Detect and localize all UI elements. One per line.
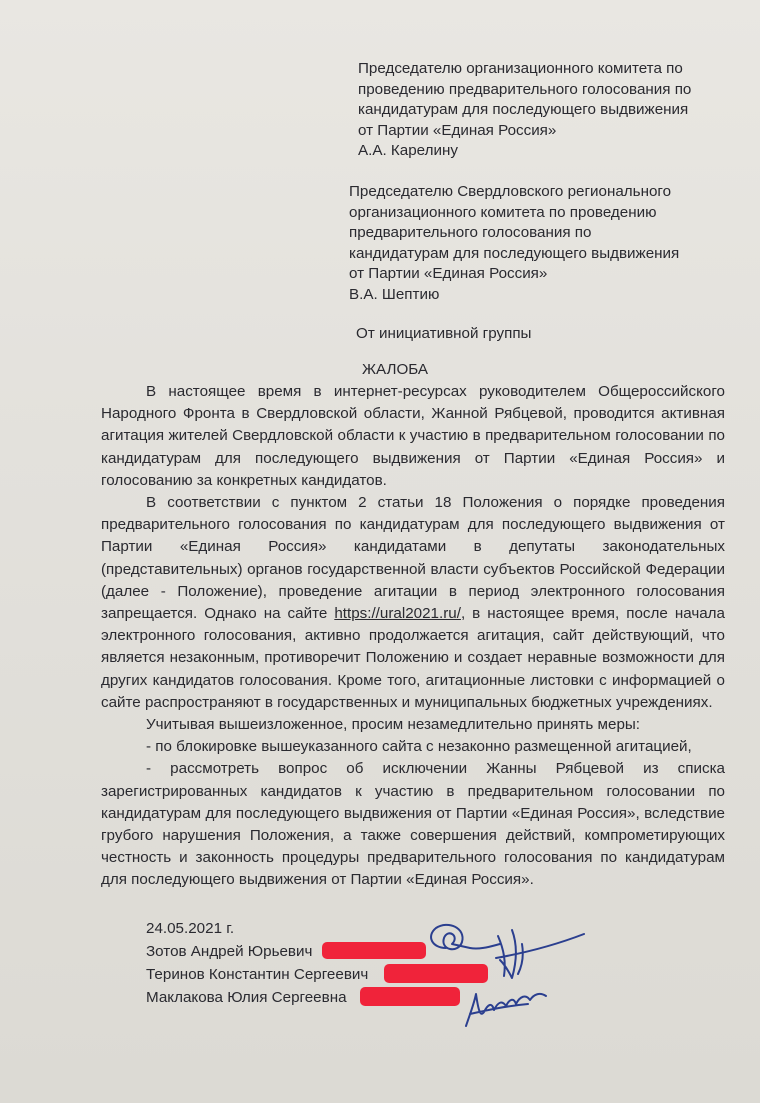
paragraph-2-end: , в настоящее время, после начала электронного голосования, активно продолжается агитация, сайт действующий, что является незаконным, противоречит Положению и создает неравные возможности для других кандидатов голосования. Кроме того, агитационные листовки с информацией о сайте распространяют в государственных и муниципальных бюджетных учреждениях. xyxy=(101,605,725,711)
website-link[interactable]: https://ural2021.ru/ xyxy=(334,605,461,623)
paragraph-3: Учитывая вышеизложенное, просим незамедлительно принять меры: xyxy=(146,716,641,734)
recipient-line: от Партии «Единая Россия» xyxy=(358,121,557,139)
signer-name: Теринов Константин Сергеевич xyxy=(146,966,369,983)
demand-item-2: - рассмотреть вопрос об исключении Жанны Рябцевой из списка зарегистрированных кандидатов к участию в предварительном голосовании по кандидатурам для последующего выдвижения от Партии «Единая Россия», вследствие грубого нарушения Положения, а также совершения действий, компрометирующих честность и законность процедуры предварительного голосования по кандидатурам для последующего выдвижения от Партии «Единая Россия». xyxy=(101,760,725,889)
signer-name: Зотов Андрей Юрьевич xyxy=(146,943,313,960)
recipient-name: А.А. Карелину xyxy=(358,142,458,159)
recipient-line: предварительного голосования по xyxy=(349,224,592,241)
recipient-line: проведению предварительного голосования по xyxy=(358,80,692,98)
recipient-line: Председателю организационного комитета по xyxy=(358,60,683,77)
recipient-line: организационного комитета по проведению xyxy=(349,203,657,221)
demand-item-1: - по блокировке вышеуказанного сайта с незаконно размещенной агитацией, xyxy=(146,738,692,756)
signer-name: Маклакова Юлия Сергеевна xyxy=(146,989,347,1006)
recipient-line: кандидатурам для последующего выдвижения xyxy=(358,101,689,118)
paragraph-2-start: В соответствии с пунктом 2 статьи 18 Положения о порядке проведения предварительного голосования по кандидатурам для последующего выдвижения от Партии «Единая Россия» кандидатами в депутаты законодательных (представительных) органов государственной власти субъектов Российской Федерации (далее - Положение), проведение агитации в период электронного голосования запрещается. Однако на сайте xyxy=(101,494,725,623)
recipient-line: Председателю Свердловского регионального xyxy=(349,183,672,200)
recipient-line: кандидатурам для последующего выдвижения xyxy=(349,244,680,262)
recipient-line: от Партии «Единая Россия» xyxy=(349,265,548,282)
sender-line: От инициативной группы xyxy=(356,325,532,342)
signature-3 xyxy=(466,994,546,1026)
signature-2 xyxy=(496,930,584,978)
document-date: 24.05.2021 г. xyxy=(146,920,235,937)
paragraph-1: В настоящее время в интернет-ресурсах руководителем Общероссийского Народного Фронта в Свердловской области, Жанной Рябцевой, проводится активная агитация жителей Свердловской области к участию в предварительном голосовании по кандидатурам для последующего выдвижения от Партии «Единая Россия» и голосованию за конкретных кандидатов. xyxy=(101,383,725,489)
recipient-name: В.А. Шептию xyxy=(349,285,440,303)
signature-1 xyxy=(431,925,500,949)
document-title: ЖАЛОБА xyxy=(361,361,429,378)
